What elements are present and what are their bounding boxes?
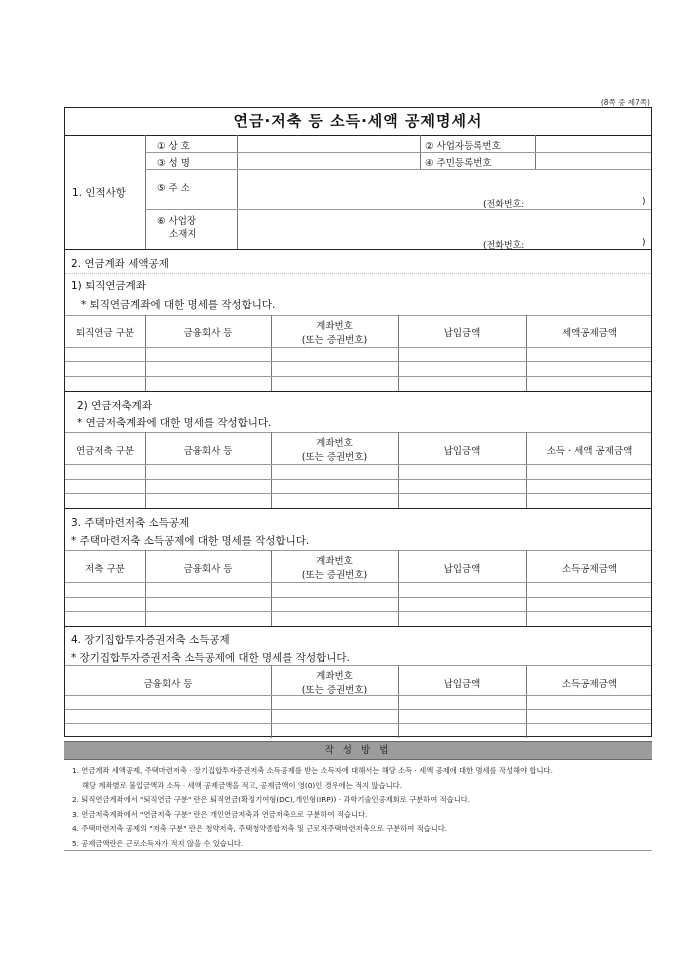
instructions-title: 작 성 방 법: [64, 741, 652, 760]
col-header: (또는 증권번호): [301, 570, 368, 581]
col-header: 퇴직연금 구분: [75, 328, 135, 339]
table-row: [65, 347, 651, 348]
instruction-item: 5. 공제금액란은 근로소득자가 적지 않을 수 있습니다.: [72, 838, 244, 848]
section-divider: [65, 626, 651, 627]
form-frame: [64, 107, 652, 737]
col-header: 계좌번호: [316, 321, 353, 332]
col-header: 금융회사 등: [183, 446, 233, 457]
section2-sub1-note: * 퇴직연금계좌에 대한 명세를 작성합니다.: [81, 299, 276, 311]
col-header: 납입금액: [443, 679, 481, 690]
divider: [145, 169, 651, 170]
instruction-item: 4. 주택마련저축 공제의 "저축 구분" 란은 청약저축, 주택청약종합저축 및 근로자주택마련저축으로 구분하여 적습니다.: [72, 824, 448, 833]
section2-sub1-title: 1) 퇴직연금계좌: [71, 280, 146, 292]
instruction-item: 2. 퇴직연금계좌에서 "퇴직연금 구분" 란은 퇴직연금(확정기여형(DC),개인형(IRP)) · 과학기술인공제회로 구분하여 적습니다.: [72, 795, 471, 804]
table-row: [65, 611, 651, 612]
col-header: 소득공제금액: [561, 564, 618, 575]
table-row: [65, 582, 651, 583]
col-header: 금융회사 등: [183, 564, 233, 575]
col-header: 소득 · 세액 공제금액: [546, 446, 633, 457]
section2-sub2-note: * 연금저축계좌에 대한 명세를 작성합니다.: [77, 417, 272, 429]
instructions-bottom-rule: [64, 850, 652, 851]
workplace-label-2: 소재지: [169, 229, 197, 240]
section3-title: 3. 주택마련저축 소득공제: [71, 517, 190, 529]
col-header: 계좌번호: [316, 556, 353, 567]
col-header: 납입금액: [443, 328, 481, 339]
address-label: ⑤ 주 소: [157, 183, 190, 194]
form-title: 연금·저축 등 소득·세액 공제명세서: [65, 108, 651, 136]
phone-close: ): [642, 197, 646, 207]
col-header: 세액공제금액: [561, 328, 618, 339]
business-reg-no-label: ② 사업자등록번호: [425, 141, 501, 152]
col-header: 금융회사 등: [143, 679, 193, 690]
table-row: [65, 376, 651, 377]
instructions-list: [72, 764, 652, 851]
col-header: 계좌번호: [316, 671, 353, 682]
col-header: (또는 증권번호): [301, 335, 368, 346]
dotted-rule: [65, 273, 651, 274]
phone-label: (전화번호:: [483, 200, 525, 210]
name-label: ③ 성 명: [157, 158, 190, 169]
col-header: (또는 증권번호): [301, 452, 368, 463]
table-row: [65, 493, 651, 494]
col-header: 납입금액: [443, 446, 481, 457]
col-header: (또는 증권번호): [301, 685, 368, 696]
col-header: 계좌번호: [316, 438, 353, 449]
table-top-rule: [65, 315, 651, 316]
section-divider: [65, 391, 651, 392]
section4-title: 4. 장기집합투자증권저축 소득공제: [71, 634, 230, 646]
divider: [145, 152, 651, 153]
col-header: 금융회사 등: [183, 328, 233, 339]
section1-label: 1. 인적사항: [72, 187, 126, 199]
table-row: [65, 464, 651, 465]
company-name-label: ① 상 호: [157, 141, 190, 152]
resident-reg-no-label: ④ 주민등록번호: [425, 158, 492, 169]
instruction-item: 3. 연금저축계좌에서 "연금저축 구분" 란은 개인연금저축과 연금저축으로 구분하여 적습니다.: [72, 809, 368, 819]
table-row: [65, 709, 651, 710]
section-divider: [65, 249, 651, 250]
section3-note: * 주택마련저축 소득공제에 대한 명세를 작성합니다.: [71, 535, 310, 547]
table-top-rule: [65, 665, 651, 666]
instruction-item: 해당 계좌별로 불입금액과 소득 · 세액 공제금액을 적고, 공제금액이 영(0)인 경우에는 적지 않습니다.: [82, 780, 403, 790]
table-row: [65, 695, 651, 696]
page-number-note: (8쪽 중 제7쪽): [600, 98, 650, 107]
col-header: 소득공제금액: [561, 679, 618, 690]
section2-title: 2. 연금계좌 세액공제: [71, 258, 169, 270]
instruction-item: 1. 연금계좌 세액공제, 주택마련저축 · 장기집합투자증권저축 소득공제를 받는 소득자에 대해서는 해당 소득 · 세액 공제에 대한 명세를 작성해야 합니다.: [72, 766, 553, 775]
table-row: [65, 723, 651, 724]
table-row: [65, 479, 651, 480]
table-top-rule: [65, 550, 651, 551]
col-header: 납입금액: [443, 564, 481, 575]
col-header: 저축 구분: [85, 564, 125, 575]
phone-close: ): [642, 238, 646, 248]
phone-label: (전화번호:: [483, 241, 525, 251]
col-header: 연금저축 구분: [75, 446, 135, 457]
workplace-label: ⑥ 사업장: [157, 216, 197, 227]
section2-sub2-title: 2) 연금저축계좌: [77, 400, 152, 412]
divider: [145, 209, 651, 210]
section4-note: * 장기집합투자증권저축 소득공제에 대한 명세를 작성합니다.: [71, 652, 350, 664]
table-row: [65, 361, 651, 362]
section-divider: [65, 508, 651, 509]
table-top-rule: [65, 432, 651, 433]
table-row: [65, 597, 651, 598]
